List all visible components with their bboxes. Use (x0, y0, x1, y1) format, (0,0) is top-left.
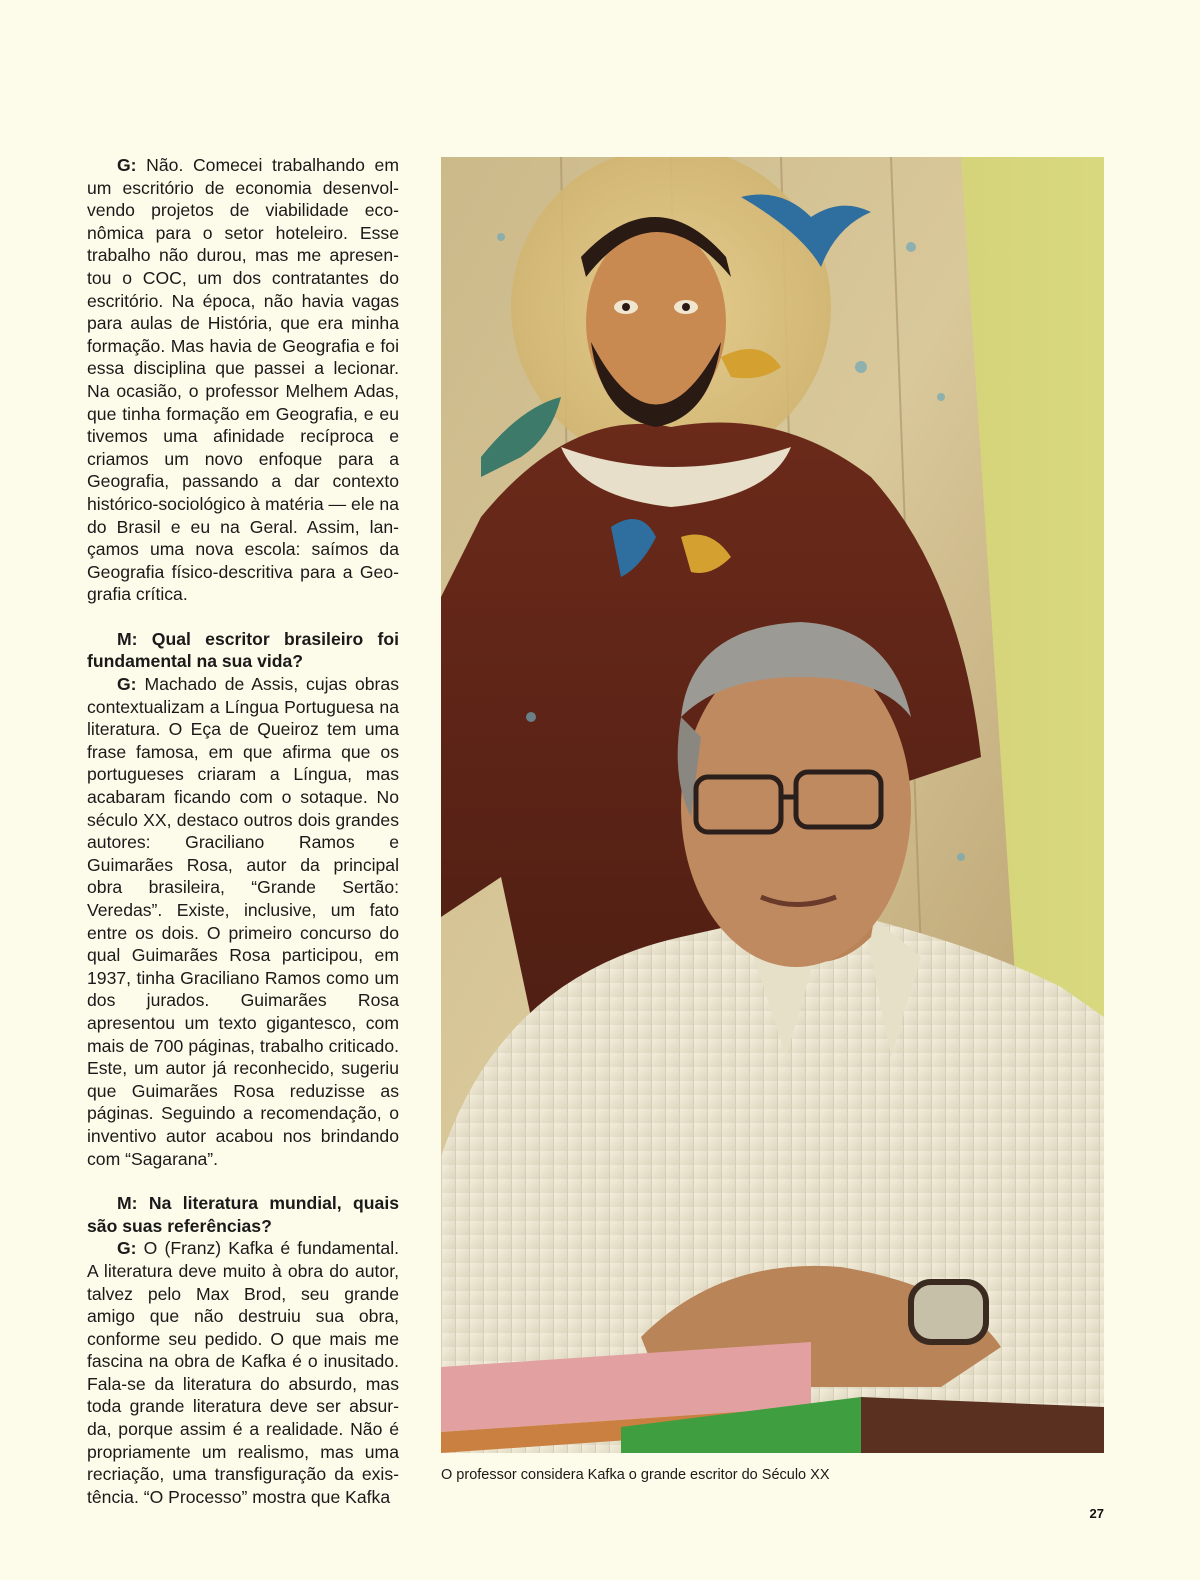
article-column (87, 154, 399, 1508)
answer-text: O (Franz) Kafka é fundamental. A literatura deve muito à obra do autor, talvez pelo Max Brod, seu grande amigo que não destruiu sua obra, conforme seu pedido. O que mais me fascina na obra de Kafka é o inusitado. Fala-se da literatura do absurdo, mas toda grande literatura deve ser absurda, porque assim é a realidade. Não é propriamente um realismo, mas uma recriação, uma transfiguração da existência. “O Processo” mostra que Kafka (87, 1238, 399, 1507)
speaker-label: G: (117, 1238, 137, 1259)
answer-text: Machado de Assis, cujas obras contextualizam a Língua Portuguesa na literatura. O Eça de Queiroz tem uma frase famosa, em que afirma que os portugueses criaram a Língua, mas acabaram ficando com o sotaque. No século XX, destaco outros dois grandes autores: Graciliano Ramos e Guimarães Rosa, autor da principal obra brasileira, “Grande Sertão: Veredas”. Existe, inclusive, um fato entre os dois. O primeiro concurso do qual Guimarães Rosa participou, em 1937, tinha Graciliano Ramos como um dos jurados. Guimarães Rosa apresentou um texto gigantesco, com mais de 700 páginas, trabalho criticado. Este, um autor já reconhecido, sugeriu que Guimarães Rosa reduzisse as páginas. Seguindo a recomendação, o inventivo autor acabou nos brindando com “Sagarana”. (87, 674, 399, 1169)
answer-text: Não. Comecei trabalhando em um escritório de economia desenvolvendo projetos de viabilidade econômica para o setor hoteleiro. Esse trabalho não durou, mas me apresentou o COC, um dos contratantes do escritório. Na época, não havia vagas para aulas de História, que era minha formação. Mas havia de Geografia e foi essa disciplina que passei a lecionar. Na ocasião, o professor Melhem Adas, que tinha formação em Geografia, e eu tivemos uma afinidade recíproca e criamos um novo enfoque para a Geografia, passando a dar contexto histórico-sociológico à matéria — ele na do Brasil e eu na Geral. Assim, lançamos uma nova escola: saímos da Geografia físico-descritiva para a Geografia crítica. (87, 155, 399, 605)
speaker-label: G: (117, 674, 137, 695)
answer-paragraph-2 (87, 673, 399, 1170)
page-number: 27 (1089, 1506, 1104, 1521)
answer-paragraph-3 (87, 1237, 399, 1508)
wristwatch (911, 1282, 986, 1342)
interview-photo (441, 157, 1104, 1453)
speaker-label: G: (117, 155, 137, 175)
answer-paragraph-1 (87, 154, 399, 606)
photo-caption: O professor considera Kafka o grande escritor do Século XX (441, 1467, 830, 1483)
question-3: M: Na literatura mundial, quais são suas referências? (87, 1193, 399, 1236)
question-2: M: Qual escritor brasileiro foi fundamental na sua vida? (87, 628, 399, 672)
